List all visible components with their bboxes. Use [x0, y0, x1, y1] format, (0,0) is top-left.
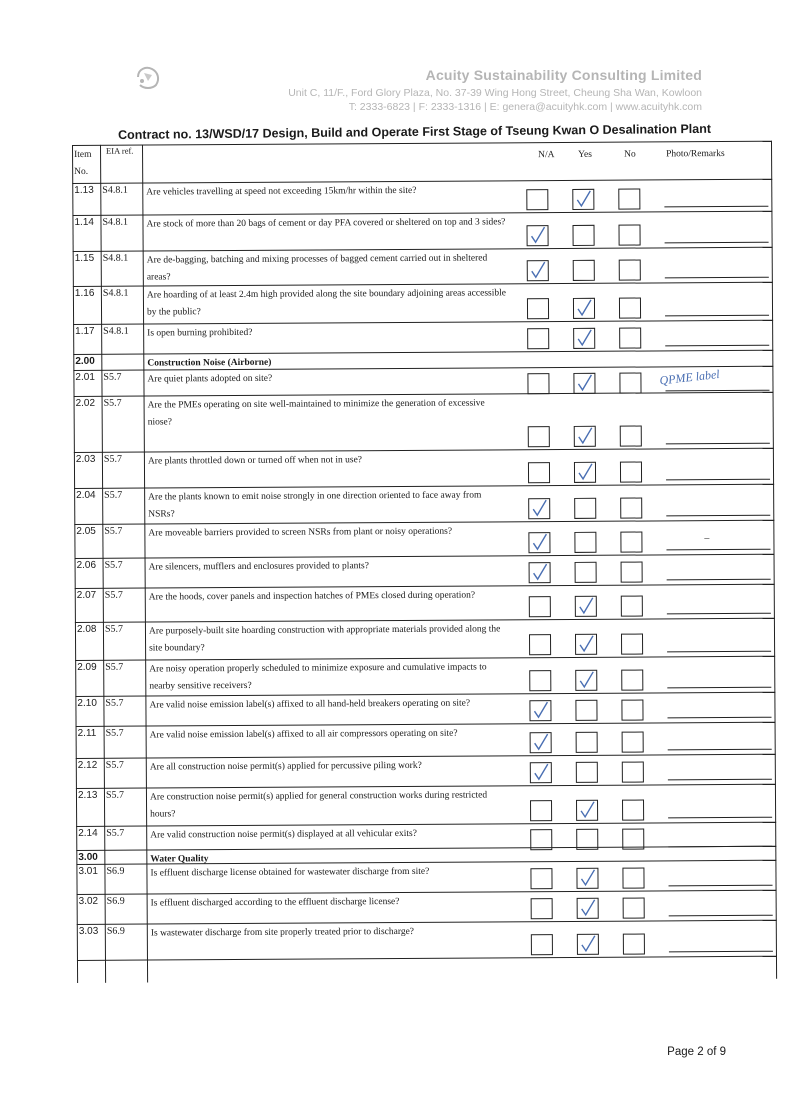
handwritten-remark: QPME label: [658, 366, 721, 388]
checkbox-no[interactable]: [621, 634, 643, 655]
checkbox-no[interactable]: [622, 800, 644, 821]
eia-reference: S6.9: [106, 865, 125, 877]
checkbox-yes[interactable]: [577, 898, 599, 919]
table-row: [72, 179, 772, 215]
remarks-line: [665, 242, 769, 244]
checkbox-na[interactable]: [530, 762, 552, 783]
eia-reference: S6.9: [106, 895, 125, 907]
checkbox-yes[interactable]: [574, 462, 596, 483]
check-mark-icon: [529, 499, 549, 518]
checkbox-yes[interactable]: [573, 298, 595, 319]
remarks-line: [669, 951, 773, 953]
eia-reference: S4.8.1: [103, 325, 129, 337]
check-mark-icon: [530, 563, 550, 582]
checkbox-no[interactable]: [619, 298, 641, 319]
checkbox-yes[interactable]: [572, 189, 594, 210]
check-mark-icon: [577, 869, 597, 888]
checkbox-yes[interactable]: [576, 868, 598, 889]
checkbox-yes[interactable]: [572, 225, 594, 246]
header-eia-ref: EIA ref.: [106, 145, 134, 156]
question-text: Is wastewater discharge from site properly treated prior to discharge?: [150, 926, 415, 939]
checkbox-na[interactable]: [528, 498, 550, 519]
remarks-line: [667, 687, 771, 689]
question-text: Are noisy operation properly scheduled to minimize exposure and cumulative impacts to nearby sensitive receivers?: [149, 662, 487, 692]
table-row: [76, 784, 776, 826]
remarks-line: [669, 915, 773, 917]
remarks-line: [664, 206, 768, 208]
checkbox-na[interactable]: [529, 670, 551, 691]
question-text: Are valid construction noise permit(s) displayed at all vehicular exits?: [150, 828, 417, 841]
question-text: Is open burning prohibited?: [147, 327, 253, 339]
remarks-line: [668, 817, 772, 819]
remarks-line: [668, 749, 772, 751]
checkbox-yes[interactable]: [574, 426, 596, 447]
checkbox-na[interactable]: [530, 732, 552, 753]
company-address: Unit C, 11/F., Ford Glory Plaza, No. 37-39 Wing Hong Street, Cheung Sha Wan, Kowloon: [288, 87, 702, 99]
checkbox-yes[interactable]: [575, 596, 597, 617]
eia-reference: S5.7: [103, 397, 122, 409]
table-row: [73, 320, 773, 354]
check-mark-icon: [578, 899, 598, 918]
item-number: 2.12: [77, 759, 98, 771]
page-number: Page 2 of 9: [667, 1046, 726, 1058]
table-row: [75, 692, 775, 726]
eia-reference: S5.7: [106, 827, 125, 839]
remark-dash: –: [704, 533, 710, 545]
eia-reference: S5.7: [104, 559, 123, 571]
item-number: 1.17: [75, 325, 95, 337]
checkbox-yes[interactable]: [576, 762, 598, 783]
question-text: Are purposely-built site hoarding construction with appropriate materials provided along the site boundary?: [148, 624, 501, 654]
check-mark-icon: [531, 733, 551, 752]
question-text: Are quiet plants adopted on site?: [147, 373, 273, 385]
item-number: 3.02: [78, 895, 99, 907]
remarks-line: [666, 443, 770, 445]
checkbox-na[interactable]: [528, 462, 550, 483]
eia-reference: S4.8.1: [102, 287, 129, 299]
checkbox-na[interactable]: [529, 596, 551, 617]
checkbox-na[interactable]: [531, 934, 553, 955]
check-mark-icon: [576, 635, 596, 654]
question-text: Are the hoods, cover panels and inspection hatches of PMEs closed during operation?: [148, 590, 476, 603]
item-number: 3.00: [78, 851, 98, 863]
checkbox-yes[interactable]: [575, 700, 597, 721]
item-number: 2.07: [76, 589, 97, 601]
question-text: Is effluent discharge license obtained for wastewater discharge from site?: [150, 866, 430, 879]
checkbox-no[interactable]: [620, 532, 642, 553]
item-number: 2.03: [75, 453, 96, 465]
header-na: N/A: [538, 150, 555, 161]
eia-reference: S5.7: [104, 525, 123, 537]
remarks-line: [666, 515, 770, 517]
checkbox-na[interactable]: [530, 800, 552, 821]
checkbox-no[interactable]: [621, 700, 643, 721]
section-title: Water Quality: [150, 854, 209, 865]
eia-reference: S5.7: [103, 453, 123, 465]
item-number: 1.14: [74, 216, 94, 228]
remarks-line: [669, 885, 773, 887]
checkbox-yes[interactable]: [576, 732, 598, 753]
check-mark-icon: [575, 463, 595, 482]
remarks-line: [667, 613, 771, 615]
checkbox-na[interactable]: [527, 373, 549, 394]
item-number: 3.01: [78, 865, 98, 877]
table-row: [75, 554, 775, 588]
checkbox-yes[interactable]: [575, 634, 597, 655]
item-number: 2.14: [78, 827, 98, 839]
checkbox-no[interactable]: [622, 732, 644, 753]
question-text: Are construction noise permit(s) applied for general construction works during restricted hours?: [149, 790, 488, 820]
item-number: 2.01: [75, 371, 95, 383]
question-text: Are all construction noise permit(s) applied for percussive piling work?: [149, 760, 422, 773]
letterhead: [120, 55, 710, 125]
item-number: 2.00: [75, 355, 95, 367]
eia-reference: S5.7: [105, 697, 124, 709]
checkbox-yes[interactable]: [574, 532, 596, 553]
item-number: 2.11: [77, 727, 97, 739]
checkbox-no[interactable]: [623, 898, 645, 919]
check-mark-icon: [574, 374, 594, 393]
item-number: 2.09: [77, 661, 97, 673]
eia-reference: S4.8.1: [102, 252, 129, 264]
checkbox-yes[interactable]: [575, 562, 597, 583]
check-mark-icon: [530, 701, 550, 720]
checkbox-na[interactable]: [528, 532, 550, 553]
question-text: Are the PMEs operating on site well-maintained to minimize the generation of excessive niose?: [147, 398, 485, 428]
question-text: Are hoarding of at least 2.4m high provided along the site boundary adjoining areas accessible by the public?: [146, 288, 507, 318]
eia-reference: S5.7: [103, 371, 122, 383]
contract-title: Contract no. 13/WSD/17 Design, Build and Operate First Stage of Tseung Kwan O Desalination Plant: [118, 121, 712, 142]
checkbox-no[interactable]: [619, 328, 641, 349]
remarks-line: [667, 579, 771, 581]
item-number: 1.16: [74, 287, 95, 299]
checkbox-no[interactable]: [620, 426, 642, 447]
question-text: Are valid noise emission label(s) affixed to all air compressors operating on site?: [149, 728, 458, 741]
checkbox-na[interactable]: [529, 634, 551, 655]
checkbox-na[interactable]: [531, 898, 553, 919]
checkbox-na[interactable]: [529, 562, 551, 583]
table-row: [75, 584, 775, 622]
checkbox-no[interactable]: [622, 762, 644, 783]
table-row: [76, 722, 776, 758]
checkbox-no[interactable]: [621, 670, 643, 691]
header-item-no-label: No.: [74, 166, 89, 177]
checkbox-yes[interactable]: [574, 498, 596, 519]
question-text: Are valid noise emission label(s) affixed to all hand-held breakers operating on site?: [149, 698, 471, 711]
table-row: [74, 392, 774, 452]
eia-reference: S4.8.1: [102, 184, 128, 196]
table-top-border: [72, 141, 772, 146]
checkbox-na[interactable]: [530, 868, 552, 889]
check-mark-icon: [529, 533, 549, 552]
eia-reference: S5.7: [105, 727, 124, 739]
checkbox-no[interactable]: [618, 189, 640, 210]
checkbox-na[interactable]: [526, 189, 548, 210]
check-mark-icon: [574, 299, 594, 318]
item-number: 2.10: [77, 697, 97, 709]
check-mark-icon: [528, 226, 548, 245]
check-mark-icon: [578, 935, 598, 954]
item-number: 3.03: [78, 925, 99, 937]
check-mark-icon: [576, 671, 596, 690]
eia-reference: S5.7: [104, 489, 123, 501]
checkbox-yes[interactable]: [575, 670, 597, 691]
section-title: Construction Noise (Airborne): [147, 357, 272, 369]
question-text: Are silencers, mufflers and enclosures provided to plants?: [148, 561, 369, 573]
table-row: [76, 860, 776, 894]
question-text: Are de-bagging, batching and mixing processes of bagged cement carried out in sheltered areas?: [146, 253, 488, 283]
checkbox-yes[interactable]: [573, 373, 595, 394]
header-no: No: [624, 149, 636, 160]
checkbox-no[interactable]: [623, 934, 645, 955]
header-item-label: Item: [74, 149, 92, 160]
checkbox-no[interactable]: [620, 498, 642, 519]
checkbox-no[interactable]: [622, 868, 644, 889]
question-text: Is effluent discharged according to the effluent discharge license?: [150, 897, 400, 909]
question-text: Are moveable barriers provided to screen NSRs from plant or noisy operations?: [148, 526, 453, 539]
remarks-line: [667, 651, 771, 653]
eia-reference: S5.7: [105, 789, 125, 801]
checkbox-no[interactable]: [619, 373, 641, 394]
table-row: [77, 890, 777, 924]
check-mark-icon: [528, 261, 548, 280]
remarks-line: [666, 549, 770, 551]
table-row: [74, 484, 774, 524]
remarks-line: [665, 345, 769, 347]
checklist-table: [72, 141, 777, 983]
item-number: 2.08: [76, 623, 97, 635]
check-mark-icon: [531, 763, 551, 782]
remarks-line: [665, 315, 769, 317]
company-logo-icon: [132, 63, 166, 91]
question-text: Are vehicles travelling at speed not exceeding 15km/hr within the site?: [146, 185, 417, 198]
item-number: 2.13: [77, 789, 98, 801]
table-row: [74, 520, 774, 558]
table-row: [75, 656, 775, 696]
item-number: 2.02: [75, 397, 96, 409]
header-yes: Yes: [578, 149, 592, 160]
item-number: 2.04: [76, 489, 96, 501]
item-number: 1.15: [74, 252, 95, 264]
check-mark-icon: [577, 801, 597, 820]
table-row: [77, 920, 777, 960]
remarks-line: [668, 717, 772, 719]
table-row: [76, 754, 776, 788]
table-row: [72, 211, 772, 251]
eia-reference: S4.8.1: [102, 216, 129, 228]
check-mark-icon: [573, 190, 593, 209]
eia-reference: S5.7: [104, 623, 124, 635]
remarks-line: [666, 479, 770, 481]
table-row: [75, 618, 775, 660]
eia-reference: S5.7: [104, 589, 123, 601]
checkbox-no[interactable]: [621, 596, 643, 617]
checkbox-yes[interactable]: [573, 328, 595, 349]
checkbox-yes[interactable]: [573, 260, 595, 281]
checkbox-no[interactable]: [618, 225, 640, 246]
eia-reference: S6.9: [106, 925, 125, 937]
item-number: 2.06: [76, 559, 97, 571]
company-contact: T: 2333-6823 | F: 2333-1316 | E: genera@acuityhk.com | www.acuityhk.com: [348, 101, 702, 113]
table-row: [74, 448, 774, 488]
table-row: [73, 282, 773, 324]
remarks-line: [668, 779, 772, 781]
checkbox-na[interactable]: [529, 700, 551, 721]
header-item: [74, 147, 92, 181]
check-mark-icon: [574, 329, 594, 348]
header-remarks: Photo/Remarks: [666, 149, 725, 160]
checkbox-na[interactable]: [527, 260, 549, 281]
checkbox-na[interactable]: [526, 225, 548, 246]
question-text: Are plants throttled down or turned off when not in use?: [147, 455, 363, 467]
eia-reference: S5.7: [105, 759, 124, 771]
checkbox-no[interactable]: [621, 562, 643, 583]
checkbox-yes[interactable]: [577, 934, 599, 955]
checkbox-no[interactable]: [620, 462, 642, 483]
check-mark-icon: [575, 427, 595, 446]
checkbox-na[interactable]: [527, 298, 549, 319]
item-number: 2.05: [76, 525, 96, 537]
check-mark-icon: [576, 597, 596, 616]
company-name: Acuity Sustainability Consulting Limited: [425, 67, 702, 83]
checkbox-na[interactable]: [527, 328, 549, 349]
eia-reference: S5.7: [105, 661, 124, 673]
table-row: [73, 247, 773, 286]
question-text: Are the plants known to emit noise strongly in one direction oriented to face away from NSRs?: [148, 490, 482, 520]
remarks-line: [665, 277, 769, 279]
checkbox-no[interactable]: [619, 260, 641, 281]
question-text: Are stock of more than 20 bags of cement or day PFA covered or sheltered on top and 3 sides?: [146, 217, 506, 230]
item-number: 1.13: [74, 184, 94, 196]
checkbox-yes[interactable]: [576, 800, 598, 821]
checkbox-na[interactable]: [528, 426, 550, 447]
